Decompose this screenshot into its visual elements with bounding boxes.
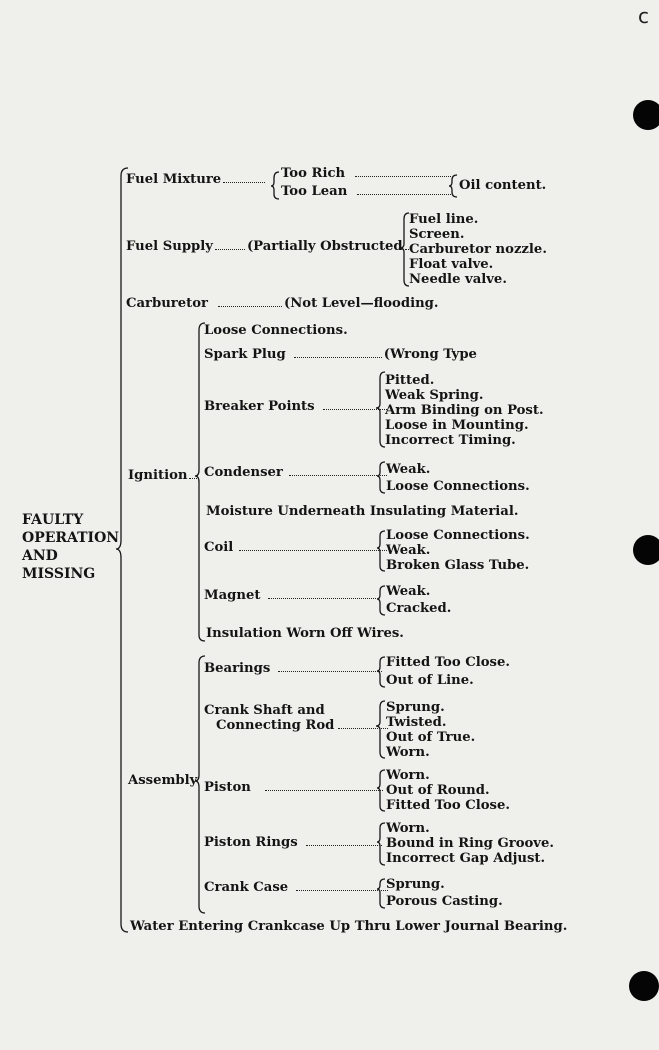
piston-rings-label: Piston Rings bbox=[204, 835, 384, 850]
crank-shaft-item-4: Worn. bbox=[386, 745, 430, 760]
crank-case-item-1: Sprung. bbox=[386, 877, 445, 892]
breaker-item-3: Arm Binding on Post. bbox=[385, 403, 544, 418]
coil-item-2: Weak. bbox=[386, 543, 431, 558]
crank-shaft-item-1: Sprung. bbox=[386, 700, 445, 715]
magnet-item-2: Cracked. bbox=[386, 601, 452, 616]
piston-item-1: Worn. bbox=[386, 768, 430, 783]
moisture-line: Moisture Underneath Insulating Material. bbox=[206, 504, 519, 519]
magnet-item-1: Weak. bbox=[386, 584, 431, 599]
spark-plug: Spark Plug (Wrong Type bbox=[204, 347, 477, 362]
bearings-item-1: Fitted Too Close. bbox=[386, 655, 510, 670]
piston-rings-item-3: Incorrect Gap Adjust. bbox=[386, 851, 546, 866]
coil-item-1: Loose Connections. bbox=[386, 528, 530, 543]
too-rich: Too Rich bbox=[281, 166, 453, 181]
fuel-supply-item-3: Carburetor nozzle. bbox=[409, 242, 547, 257]
crank-shaft-label-2: Connecting Rod bbox=[216, 718, 390, 733]
root-label-line1: FAULTY bbox=[22, 512, 84, 528]
too-lean: Too Lean bbox=[281, 184, 455, 199]
fuel-supply-item-4: Float valve. bbox=[409, 257, 494, 272]
main-brace bbox=[116, 168, 128, 932]
ignition-label: Ignition bbox=[128, 468, 201, 483]
crank-case-label: Crank Case bbox=[204, 880, 390, 895]
breaker-item-1: Pitted. bbox=[385, 373, 435, 388]
fuel-supply-item-5: Needle valve. bbox=[409, 272, 507, 287]
magnet-label: Magnet bbox=[204, 588, 378, 603]
piston-rings-item-1: Worn. bbox=[386, 821, 430, 836]
bearings-label: Bearings bbox=[204, 661, 384, 676]
piston-item-2: Out of Round. bbox=[386, 783, 490, 798]
piston-rings-item-2: Bound in Ring Groove. bbox=[386, 836, 554, 851]
water-line: Water Entering Crankcase Up Thru Lower Journal Bearing. bbox=[130, 919, 568, 934]
breaker-item-4: Loose in Mounting. bbox=[385, 418, 529, 433]
breaker-points-label: Breaker Points bbox=[204, 399, 389, 414]
crank-shaft-label-1: Crank Shaft and bbox=[204, 703, 325, 718]
breaker-item-5: Incorrect Timing. bbox=[385, 433, 516, 448]
fuel-supply-item-2: Screen. bbox=[409, 227, 465, 242]
condenser-label: Condenser bbox=[204, 465, 389, 480]
page-letter: c bbox=[638, 4, 649, 28]
root-label-line2: OPERATION bbox=[22, 530, 120, 546]
condenser-item-1: Weak. bbox=[386, 462, 431, 477]
piston-label: Piston bbox=[204, 780, 385, 795]
crank-shaft-item-2: Twisted. bbox=[386, 715, 447, 730]
coil-label: Coil bbox=[204, 540, 389, 555]
fuel-supply-item-1: Fuel line. bbox=[409, 212, 479, 227]
fuel-mixture-label: Fuel Mixture bbox=[126, 172, 267, 187]
insulation-line: Insulation Worn Off Wires. bbox=[206, 626, 404, 641]
carburetor-label: Carburetor (Not Level—flooding. bbox=[126, 296, 439, 311]
fuel-mixture-brace bbox=[271, 172, 279, 199]
bearings-item-2: Out of Line. bbox=[386, 673, 474, 688]
crank-shaft-item-3: Out of True. bbox=[386, 730, 476, 745]
fuel-supply-label: Fuel Supply (Partially Obstructed bbox=[126, 239, 413, 254]
root-label-line4: MISSING bbox=[22, 566, 96, 582]
coil-item-3: Broken Glass Tube. bbox=[386, 558, 530, 573]
assembly-label: Assembly bbox=[128, 773, 198, 788]
oil-content: Oil content. bbox=[459, 178, 547, 193]
crank-case-item-2: Porous Casting. bbox=[386, 894, 503, 909]
root-label-line3: AND bbox=[22, 548, 58, 564]
ignition-loose-connections: Loose Connections. bbox=[204, 323, 348, 338]
condenser-item-2: Loose Connections. bbox=[386, 479, 530, 494]
breaker-item-2: Weak Spring. bbox=[385, 388, 484, 403]
piston-item-3: Fitted Too Close. bbox=[386, 798, 510, 813]
